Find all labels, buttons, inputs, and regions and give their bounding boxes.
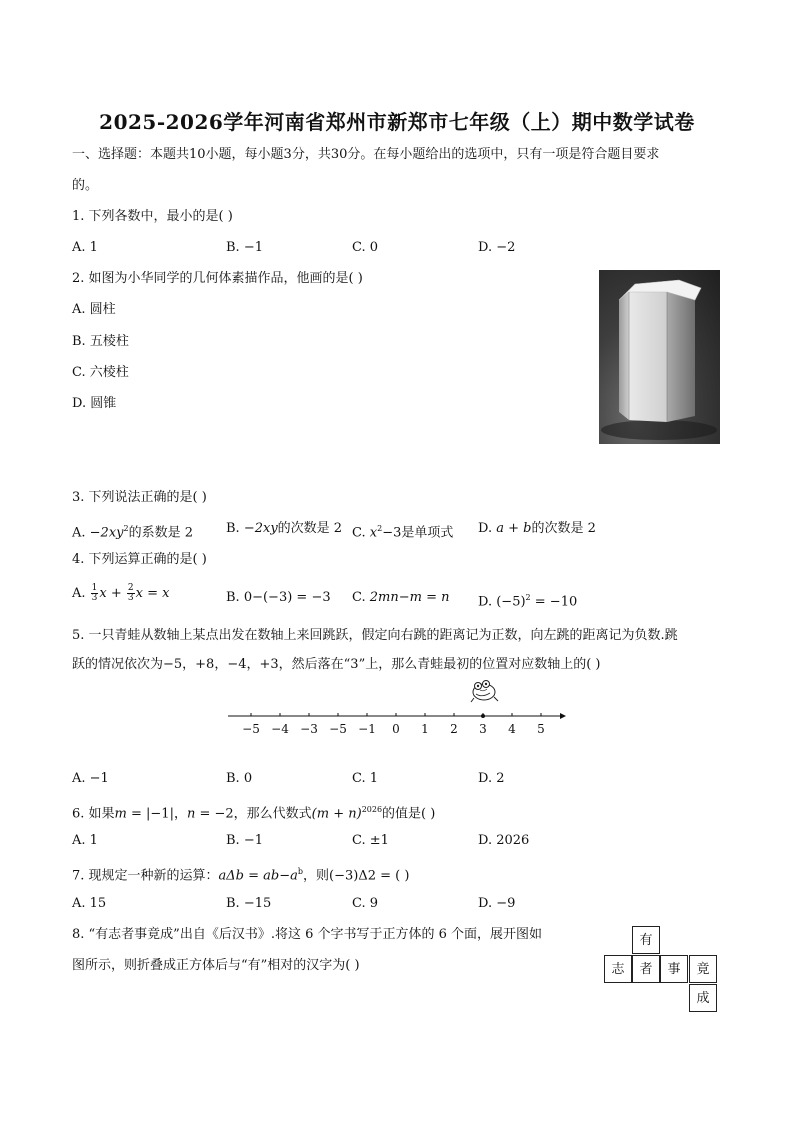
q7-option-b: B. −15 [226,896,272,911]
q4-option-c [352,590,449,606]
number-line-tick-label: −3 [300,722,318,736]
q6-n-val: = −2，那么代数式 [195,806,312,822]
number-line-tick-label: −4 [271,722,289,736]
number-line-tick-label: −1 [358,722,376,736]
q2-stem: 2. 如图为小华同学的几何体素描作品，他画的是( ) [72,271,363,286]
q7-pre: 7. 现规定一种新的运算： [72,868,219,884]
number-line-tick-label: 0 [392,722,400,736]
q6-post: 的值是( ) [382,806,436,822]
q4-c-prefix: C. [352,590,370,605]
q5-line2: 跃的情况依次为−5，+8，−4，+3，然后落在“3”上，那么青蛙最初的位置对应数轴上的( ) [72,657,601,672]
number-line-tick-label: 2 [450,722,458,736]
q6-stem [72,802,435,822]
q3-d-prefix: D. [478,521,497,536]
q6-option-c: C. ±1 [352,833,389,848]
q3-a-post: 的系数是 2 [128,525,193,541]
q5-option-d: D. 2 [478,771,505,786]
q8-line2: 图所示，则折叠成正方体后与“有”相对的汉字为( ) [72,958,360,973]
q2-option-a: A. 圆柱 [72,302,116,317]
q6-sup: 2026 [361,805,383,814]
q5-option-b: B. 0 [226,771,253,786]
q1-option-c: C. 0 [352,240,379,255]
net-cell-row-4: 竟 [689,955,717,983]
q3-option-b [226,521,342,537]
number-line-tick-label: 3 [479,722,487,736]
q3-c-sup: 2 [377,524,383,533]
net-cell-bottom: 成 [689,984,717,1012]
q4-a-x2: x = x [135,586,170,601]
section1-line1: 一、选择题：本题共10小题，每小题3分，共30分。在每小题给出的选项中，只有一项是符合题目要求 [72,147,660,162]
net-cell-top: 有 [632,926,660,954]
section1-line2: 的。 [72,178,99,193]
q7-post: ，则(−3)Δ2 = ( ) [303,868,410,884]
q7-expr: aΔb = ab−a [218,868,298,884]
q3-b-post: 的次数是 2 [277,521,343,536]
q3-c-math: x [369,525,378,541]
q4-a-frac2: $\frac{2}{3}$ [127,583,134,603]
number-line-tick-label: 4 [508,722,516,736]
q4-c-math: 2mn−m = n [369,590,450,605]
q3-option-d [478,521,596,537]
q6-option-a: A. 1 [72,833,98,848]
q3-d-post: 的次数是 2 [531,521,596,536]
number-line-landing-point [481,714,485,718]
number-line [226,676,566,746]
q3-b-math: −2xy [243,521,278,536]
q4-option-b: B. 0−(−3) = −3 [226,590,331,605]
net-cell-row-3: 事 [660,955,688,983]
number-line-svg [226,676,566,746]
q6-option-d: D. 2026 [478,833,530,848]
net-cell-row-2: 者 [632,955,660,983]
q4-d-sup: 2 [525,593,531,602]
number-line-tick-label: −5 [242,722,260,736]
q4-a-x1: x + [99,586,126,601]
number-line-arrow [560,713,566,719]
q6-option-b: B. −1 [226,833,263,848]
q6-n: n [186,806,196,822]
q4-d-prefix: D. [478,594,497,610]
q3-d-math: a + b [496,521,532,536]
q2-option-c: C. 六棱柱 [72,365,129,380]
q4-stem: 4. 下列运算正确的是( ) [72,552,207,567]
q3-option-c [352,521,453,541]
frog-icon [471,681,498,703]
hexagonal-prism-sketch [599,270,720,444]
q4-a-frac1: $\frac{1}{3}$ [91,583,98,603]
q6-pre: 6. 如果 [72,806,115,822]
q6-m-val: = |−1|， [126,806,187,822]
q5-option-a: A. −1 [72,771,109,786]
q1-option-d: D. −2 [478,240,516,255]
q3-c-post: 是单项式 [401,525,454,541]
q1-option-a: A. 1 [72,240,98,255]
q3-c-mid: −3 [382,525,402,541]
q5-line1: 5. 一只青蛙从数轴上某点出发在数轴上来回跳跃，假定向右跳的距离记为正数，向左跳的距离记为负数.跳 [72,628,678,643]
q7-option-c: C. 9 [352,896,379,911]
q3-a-sup: 2 [123,524,129,533]
hexagonal-prism-drawing [599,270,720,444]
number-line-tick-label: −5 [329,722,347,736]
q7-sup: b [297,867,304,876]
q7-stem [72,864,409,884]
q4-option-d [478,590,577,610]
q4-d-base: (−5) [496,594,526,610]
number-line-tick-label: 1 [421,722,429,736]
q3-a-prefix: A. [72,525,90,541]
q3-stem: 3. 下列说法正确的是( ) [72,490,207,505]
q7-option-d: D. −9 [478,896,516,911]
q6-m: m [114,806,127,822]
q1-stem: 1. 下列各数中，最小的是( ) [72,209,233,224]
q3-c-prefix: C. [352,525,370,541]
q3-b-prefix: B. [226,521,244,536]
page-title: 2025-2026学年河南省郑州市新郑市七年级（上）期中数学试卷 [99,110,695,134]
q2-option-d: D. 圆锥 [72,396,117,411]
cube-net [600,925,722,1015]
q4-d-post: = −10 [530,594,578,610]
q3-a-math: −2xy [89,525,124,541]
net-cell-row-1: 志 [604,955,632,983]
q1-option-b: B. −1 [226,240,263,255]
q3-option-a [72,521,193,541]
number-line-tick-label: 5 [537,722,545,736]
q6-expr: (m + n) [311,806,362,822]
q5-option-c: C. 1 [352,771,379,786]
q4-a-prefix: A. [72,586,90,601]
q8-line1: 8. “有志者事竟成”出自《后汉书》.将这 6 个字书写于正方体的 6 个面，展开图如 [72,927,543,942]
q7-option-a: A. 15 [72,896,107,911]
q4-option-a [72,584,169,603]
q2-option-b: B. 五棱柱 [72,334,129,349]
